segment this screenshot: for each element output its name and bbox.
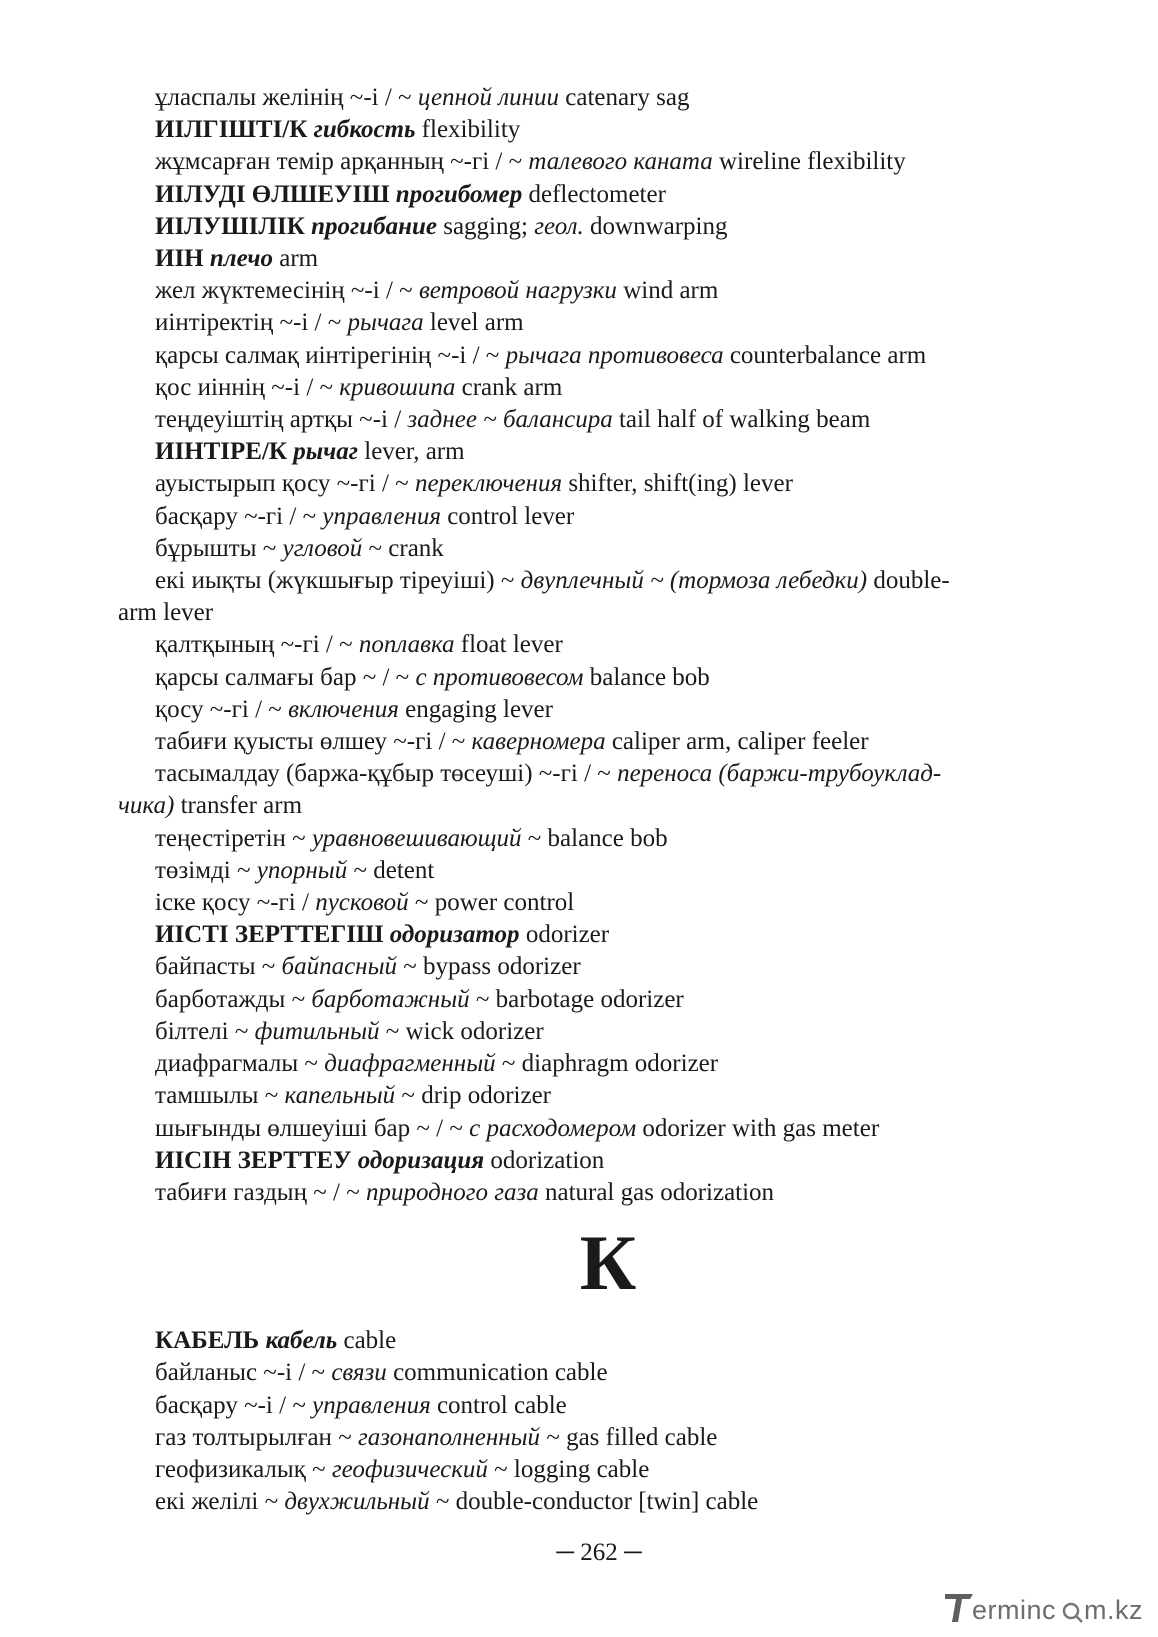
dictionary-entry-line [118, 984, 1018, 1016]
termincom-logo [943, 1588, 1148, 1628]
russian-term: переключения [414, 470, 563, 498]
entry-text: ауыстырып қосу ~-гі / ~ [155, 470, 415, 498]
svg-text:erminc: erminc [972, 1595, 1057, 1625]
entry-text: wireline flexibility [712, 148, 906, 176]
russian-term: управления [312, 1391, 431, 1419]
dictionary-entry-line [118, 501, 1018, 533]
russian-term: заднее ~ балансира [407, 406, 613, 434]
dictionary-entry-line [118, 211, 1018, 243]
entry-text: control lever [440, 502, 575, 530]
dictionary-entry-line [118, 758, 1018, 790]
russian-headword: прогибание [311, 212, 437, 240]
russian-headword: плечо [209, 245, 273, 273]
russian-term: геол. [534, 212, 584, 240]
russian-headword: одоризатор [389, 921, 520, 949]
dictionary-entry-line [118, 114, 1018, 146]
entry-text: odorizer with gas meter [636, 1114, 880, 1142]
dictionary-entry-line [118, 1048, 1018, 1080]
dictionary-entry-line [118, 533, 1018, 565]
entry-text: ~ crank [362, 534, 444, 562]
entry-text: flexibility [415, 116, 521, 144]
entry-text: float lever [454, 631, 563, 659]
headword: ИІНТІРЕ/К [155, 438, 294, 466]
dictionary-entry-line [118, 1113, 1018, 1145]
dictionary-entry-line [118, 823, 1018, 855]
russian-term: природного газа [365, 1178, 539, 1206]
russian-term: талевого каната [528, 148, 713, 176]
dictionary-entry-line [118, 1422, 1018, 1454]
page-number: ─ 262 ─ [556, 1539, 642, 1566]
russian-headword: рычаг [293, 438, 358, 466]
dictionary-entry-line [118, 951, 1018, 983]
dictionary-entry-line [118, 597, 1018, 629]
headword: ИІН [155, 245, 210, 273]
dictionary-entry-line [118, 1357, 1018, 1389]
russian-term: с противовесом [415, 663, 584, 691]
russian-term: диафрагменный [324, 1050, 496, 1078]
russian-term: поплавка [358, 631, 455, 659]
russian-term: рычага противовеса [505, 341, 724, 369]
russian-headword: гибкость [313, 116, 416, 144]
dictionary-entry-line [118, 726, 1018, 758]
entry-text: табиғи газдың ~ / ~ [155, 1178, 366, 1206]
headword: ИІСТІ ЗЕРТТЕГІШ [155, 921, 390, 949]
russian-term: включения [288, 695, 399, 723]
entry-text: қарсы салмағы бар ~ / ~ [155, 663, 416, 691]
entry-text: қарсы салмақ иінтірегінің ~-і / ~ [155, 341, 506, 369]
russian-headword: прогибомер [395, 180, 523, 208]
russian-term: барботажный [311, 985, 470, 1013]
entry-text: arm [273, 245, 319, 273]
dictionary-entry-line [118, 1454, 1018, 1486]
dictionary-entry-line [118, 1325, 1018, 1357]
entry-text: шығынды өлшеуіші бар ~ / ~ [155, 1114, 470, 1142]
entry-text: ~ power control [408, 889, 575, 917]
headword: ИІСІН ЗЕРТТЕУ [155, 1146, 358, 1174]
russian-term: каверномера [471, 728, 606, 756]
entry-text: ~ wick odorizer [379, 1017, 544, 1045]
russian-term: геофизический [331, 1455, 488, 1483]
russian-term: двухжильный [284, 1488, 430, 1516]
entry-text: level arm [423, 309, 524, 337]
entry-text: іске қосу ~-гі / [155, 889, 316, 917]
dictionary-entry-line [118, 662, 1018, 694]
dictionary-entry-line [118, 146, 1018, 178]
entry-text: wind arm [616, 277, 719, 305]
russian-term: управления [322, 502, 441, 530]
entries-block-k [118, 1325, 1018, 1518]
entry-text: tail half of walking beam [612, 406, 871, 434]
entry-text: engaging lever [398, 695, 553, 723]
entry-text: control cable [430, 1391, 567, 1419]
entry-text: ~ double-conductor [twin] cable [429, 1488, 759, 1516]
section-letter: К [579, 1219, 637, 1307]
entry-text: басқару ~-і / ~ [155, 1391, 313, 1419]
headword: ИІЛУДІ ӨЛШЕУІШ [155, 180, 396, 208]
entry-text: табиғи қуысты өлшеу ~-гі / ~ [155, 728, 472, 756]
russian-term: цепной линии [417, 84, 560, 111]
entry-text: counterbalance arm [723, 341, 927, 369]
russian-term: связи [331, 1359, 387, 1387]
entry-text: басқару ~-гі / ~ [155, 502, 323, 530]
russian-term: байпасный [281, 953, 398, 981]
dictionary-entry-line [118, 340, 1018, 372]
entry-text: байпасты ~ [155, 953, 282, 981]
dictionary-page-content [118, 82, 1018, 1518]
entry-text: catenary sag [559, 84, 690, 111]
entry-text: бұрышты ~ [155, 534, 283, 562]
entry-text: ~ balance bob [521, 824, 668, 852]
dictionary-entry-line [118, 1486, 1018, 1518]
entry-text: ұласпалы желінің ~-і / ~ [155, 84, 418, 111]
entry-text: cable [337, 1327, 397, 1355]
entry-text: теңдеуіштің артқы ~-і / [155, 406, 408, 434]
dictionary-entry-line [118, 404, 1018, 436]
entry-text: жел жүктемесінің ~-і / ~ [155, 277, 419, 305]
entry-text: deflectometer [522, 180, 666, 208]
russian-term: угловой [282, 534, 363, 562]
russian-term: ветровой нагрузки [418, 277, 617, 305]
entry-text: байланыс ~-і / ~ [155, 1359, 332, 1387]
entry-text: caliper arm, caliper feeler [605, 728, 869, 756]
entry-text: lever, arm [358, 438, 465, 466]
entry-text: газ толтырылған ~ [155, 1423, 358, 1451]
dictionary-entry-line [118, 1016, 1018, 1048]
entry-text: теңестіретін ~ [155, 824, 312, 852]
entry-text: білтелі ~ [155, 1017, 255, 1045]
entry-text: диафрагмалы ~ [155, 1050, 325, 1078]
svg-text:m.kz: m.kz [1084, 1595, 1143, 1625]
russian-headword: кабель [265, 1327, 338, 1355]
dictionary-entry-line [118, 629, 1018, 661]
dictionary-entry-line [118, 919, 1018, 951]
entry-text: ~ logging cable [487, 1455, 650, 1483]
dictionary-entry-line [118, 82, 1018, 114]
entry-text: crank arm [455, 373, 563, 401]
entry-text: төзімді ~ [155, 856, 257, 884]
dictionary-entry-line [118, 1080, 1018, 1112]
entry-text: ~ gas filled cable [540, 1423, 718, 1451]
entry-text: қосу ~-гі / ~ [155, 695, 289, 723]
entry-text: arm lever [118, 599, 214, 627]
entry-text: sagging; [436, 212, 535, 240]
entry-text: екі желілі ~ [155, 1488, 285, 1516]
entry-text: ~ barbotage odorizer [469, 985, 684, 1013]
dictionary-entry-line [118, 436, 1018, 468]
dictionary-entry-line [118, 855, 1018, 887]
russian-term: пусковой [315, 889, 409, 917]
russian-headword: одоризация [357, 1146, 485, 1174]
russian-term: капельный [284, 1082, 396, 1110]
dictionary-entry-line [118, 179, 1018, 211]
headword: ИІЛУШІЛІК [155, 212, 312, 240]
headword: КАБЕЛЬ [155, 1327, 266, 1355]
entry-text: иінтіректің ~-і / ~ [155, 309, 348, 337]
entry-text: геофизикалық ~ [155, 1455, 332, 1483]
entry-text: communication cable [386, 1359, 608, 1387]
dictionary-entry-line [118, 1145, 1018, 1177]
entry-text: қалтқының ~-гі / ~ [155, 631, 359, 659]
dictionary-entry-line [118, 887, 1018, 919]
entry-text: ~ detent [347, 856, 435, 884]
dictionary-entry-line [118, 790, 1018, 822]
dictionary-entry-line [118, 1177, 1018, 1209]
entry-text: shifter, shift(ing) lever [562, 470, 793, 498]
russian-term: переноса (баржи-трубоуклад- [617, 760, 942, 788]
headword: ИІЛГІШТІ/К [155, 116, 314, 144]
russian-term: с расходомером [469, 1114, 637, 1142]
russian-term: чика) [118, 792, 175, 820]
entries-block-i [118, 82, 1018, 1209]
entry-text: ~ drip odorizer [395, 1082, 552, 1110]
russian-term: уравновешивающий [311, 824, 522, 852]
termincom-logo-mark [943, 1588, 1148, 1628]
russian-term: двуплечный ~ (тормоза лебедки) [520, 567, 868, 595]
entry-text: ~ diaphragm odorizer [495, 1050, 719, 1078]
entry-text: balance bob [583, 663, 710, 691]
entry-text: жұмсарған темір арқанның ~-гі / ~ [155, 148, 529, 176]
entry-text: ~ bypass odorizer [397, 953, 581, 981]
entry-text: double- [867, 567, 950, 595]
russian-term: рычага [347, 309, 424, 337]
dictionary-entry-line [118, 243, 1018, 275]
entry-text: natural gas odorization [538, 1178, 775, 1206]
dictionary-entry-line [118, 468, 1018, 500]
entry-text: тасымалдау (баржа-құбыр төсеуші) ~-гі / ~ [155, 760, 618, 788]
russian-term: фитильный [254, 1017, 380, 1045]
dictionary-entry-line [118, 307, 1018, 339]
entry-text: odorization [484, 1146, 605, 1174]
entry-text: екі иықты (жүкшығыр тіреуіші) ~ [155, 567, 521, 595]
dictionary-entry-line [118, 372, 1018, 404]
dictionary-entry-line [118, 275, 1018, 307]
dictionary-entry-line [118, 565, 1018, 597]
dictionary-entry-line [118, 1390, 1018, 1422]
entry-text: барботажды ~ [155, 985, 312, 1013]
russian-term: упорный [256, 856, 348, 884]
russian-term: газонаполненный [357, 1423, 541, 1451]
russian-term: кривошипа [339, 373, 456, 401]
entry-text: тамшылы ~ [155, 1082, 285, 1110]
entry-text: downwarping [583, 212, 728, 240]
dictionary-entry-line [118, 694, 1018, 726]
entry-text: transfer arm [174, 792, 303, 820]
entry-text: қос иіннің ~-і / ~ [155, 373, 340, 401]
entry-text: odorizer [519, 921, 610, 949]
